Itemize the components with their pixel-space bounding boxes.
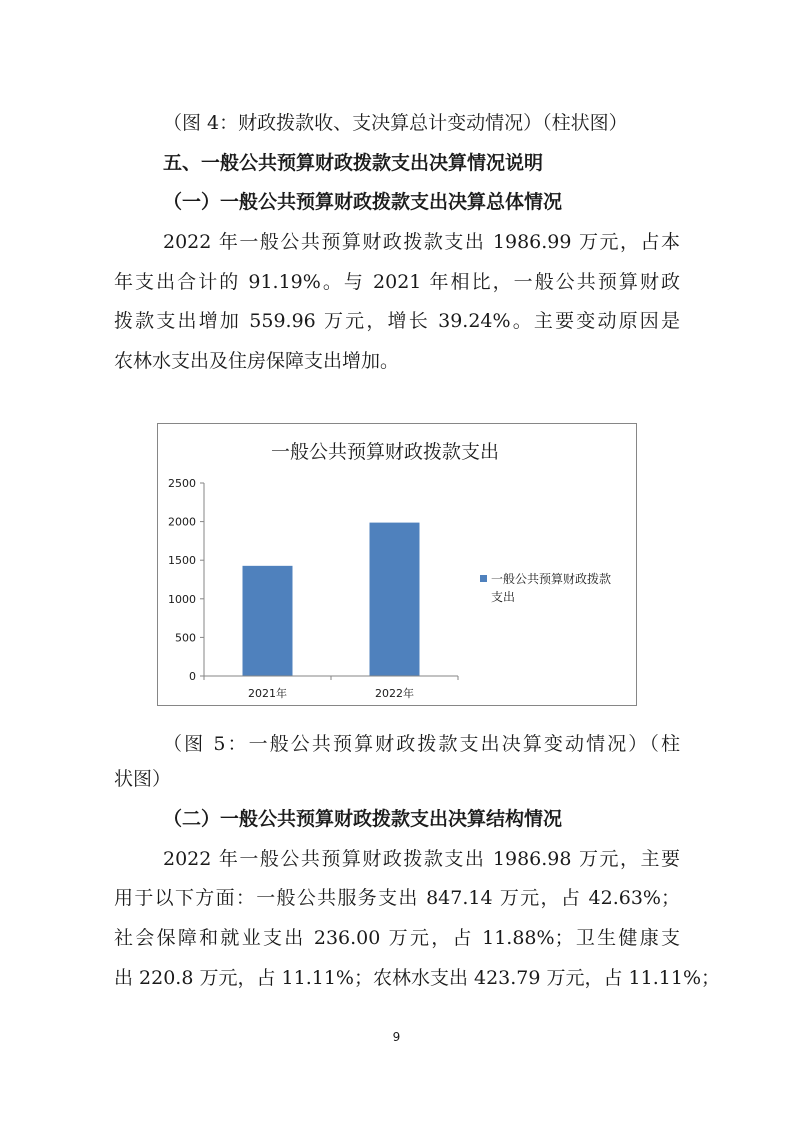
legend-label: 支出 (491, 590, 516, 604)
subheading-structure: （二）一般公共预算财政拨款支出决算结构情况 (163, 808, 563, 830)
paragraph-1-line-4: 农林水支出及住房保障支出增加。 (114, 350, 400, 372)
bar (243, 566, 293, 676)
paragraph-1-line-3: 拨款支出增加 559.96 万元，增长 39.24%。主要变动原因是 (114, 310, 680, 332)
section-heading: 五、一般公共预算财政拨款支出决算情况说明 (163, 152, 544, 174)
paragraph-2-line-1: 2022 年一般公共预算财政拨款支出 1986.98 万元，主要 (163, 848, 680, 870)
page-number: 9 (392, 1030, 401, 1044)
legend-label: 一般公共预算财政拨款 (491, 572, 612, 586)
figure-4-caption: （图 4：财政拨款收、支决算总计变动情况）（柱状图） (163, 112, 628, 134)
chart-title: 一般公共预算财政拨款支出 (270, 441, 500, 463)
paragraph-1-line-2: 年支出合计的 91.19%。与 2021 年相比，一般公共预算财政 (114, 271, 680, 293)
x-tick-label: 2021年 (248, 687, 287, 700)
y-tick-label: 500 (175, 631, 196, 645)
paragraph-1-line-1: 2022 年一般公共预算财政拨款支出 1986.99 万元，占本 (163, 231, 680, 253)
expenditure-bar-chart (157, 423, 637, 706)
paragraph-2-line-3: 社会保障和就业支出 236.00 万元，占 11.88%；卫生健康支 (114, 927, 680, 949)
y-tick-label: 2000 (168, 515, 196, 529)
figure-5-caption-line-1: （图 5：一般公共预算财政拨款支出决算变动情况）（柱 (163, 733, 680, 755)
bar (370, 523, 420, 676)
x-tick-label: 2022年 (375, 687, 414, 700)
subheading-overall: （一）一般公共预算财政拨款支出决算总体情况 (163, 191, 563, 213)
legend-swatch (480, 575, 487, 582)
paragraph-2-line-2: 用于以下方面：一般公共服务支出 847.14 万元，占 42.63%； (114, 887, 680, 909)
y-tick-label: 1500 (168, 554, 196, 568)
paragraph-2-line-4: 出 220.8 万元，占 11.11%；农林水支出 423.79 万元，占 11.11%； (114, 967, 721, 989)
y-tick-label: 2500 (168, 477, 196, 490)
y-tick-label: 1000 (168, 592, 196, 606)
y-tick-label: 0 (189, 670, 196, 683)
figure-5-caption-line-2: 状图） (114, 768, 172, 790)
